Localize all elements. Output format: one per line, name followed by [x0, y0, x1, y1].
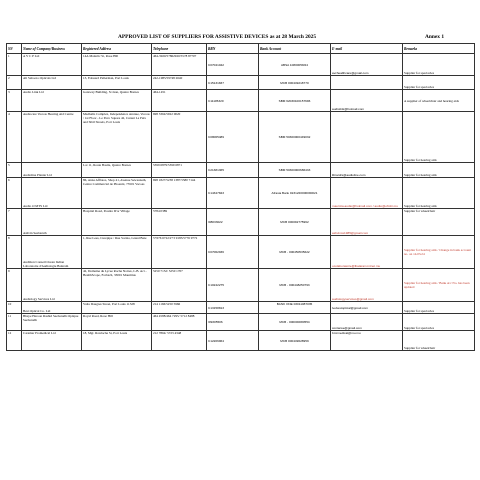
- cell-address: Royal Road, Rose Hill: [82, 314, 152, 331]
- cell-bank: ABSA 10800058/24: [259, 54, 331, 76]
- header-brn: BRN: [207, 44, 259, 54]
- table-row: [7, 236, 475, 269]
- table-row: [7, 54, 475, 76]
- cell-bank: MCB 000449218770: [259, 76, 331, 90]
- cell-email[interactable]: [331, 76, 403, 90]
- annex-label: Annex 1: [425, 34, 445, 40]
- cell-name: Ashvin Seebaruth: [22, 209, 82, 236]
- table-row: [7, 90, 475, 112]
- cell-bank: Afrasia Bank 0231220000090021: [259, 178, 331, 209]
- table-row: [7, 209, 475, 236]
- table-row: [7, 163, 475, 178]
- table-row: [7, 331, 475, 351]
- table-row: [7, 314, 475, 331]
- cell-remarks: Supplier for hearing aids / Change in bank account no. on 14.03.24: [403, 236, 475, 269]
- cell-name: A V C P Ltd: [22, 54, 82, 76]
- document-title: APPROVED LIST OF SUPPLIERS FOR ASSISTIVE DEVICES as at 28 March 2025: [118, 34, 317, 40]
- cell-address: Volta Daugres Street, Port Louis 11328: [82, 302, 152, 314]
- cell-name: Audition Conseil Ocean Indian Laboratoire d'Audiologie Balaram: [22, 236, 82, 269]
- cell-name: Ali Sabooto Opticals Ltd: [22, 76, 82, 90]
- cell-brn: C07041042: [207, 54, 259, 76]
- cell-address: Gateway Building, St Jean, Quatre Bornes: [82, 90, 152, 112]
- cell-remarks: Supplier for spectacles: [403, 54, 475, 76]
- cell-phone: 214 1166/5250 5966: [152, 302, 207, 314]
- cell-address: 1, Rue Lees, Curepipe / Rue Sorina, Grand Baie: [82, 236, 152, 269]
- cell-phone: 464-3920/57862920/5578 87707: [152, 54, 207, 76]
- cell-name: Bhaye Haroon Rashid Seebarudh Optique Seebarudh: [22, 314, 82, 331]
- cell-bank: MCB 000092775962: [259, 209, 331, 236]
- cell-sn: 2: [7, 76, 22, 90]
- header-bank-account: Bank Account: [259, 44, 331, 54]
- cell-remarks: Supplier for spectacles: [403, 302, 475, 314]
- cell-brn: C10242275: [207, 269, 259, 302]
- cell-sn: 8: [7, 236, 22, 269]
- cell-bank: MCB 000449628959: [259, 331, 331, 351]
- cell-name: Caramer Promedical Ltd: [22, 331, 82, 351]
- cell-brn: C11105320: [207, 90, 259, 112]
- cell-sn: 3: [7, 90, 22, 112]
- cell-phone: 464-1451: [152, 90, 207, 112]
- cell-brn: I08033022: [207, 209, 259, 236]
- cell-sn: 5: [7, 163, 22, 178]
- suppliers-table: [6, 43, 475, 351]
- cell-bank: SBM 50300000449032: [259, 112, 331, 163]
- cell-email[interactable]: contanse@gmail.com: [331, 314, 403, 331]
- header-telephone: Telephone: [152, 44, 207, 54]
- cell-phone: 5+676 6722/2+3 9183/5776 9772: [152, 236, 207, 269]
- cell-bank: BANK ONE 03011087035: [259, 302, 331, 314]
- cell-sn: 12: [7, 331, 22, 351]
- cell-email[interactable]: librardrs@audioline.com: [331, 163, 403, 178]
- cell-brn: C14347843: [207, 178, 259, 209]
- cell-brn: C13158813: [207, 302, 259, 314]
- cell-email[interactable]: audiologyservices@gmail.com: [331, 269, 403, 302]
- header-sn: SN: [7, 44, 22, 54]
- cell-bank: SBM 62030100157696: [259, 90, 331, 112]
- cell-phone: 464 4588/464 7295/ 5712 8488: [152, 314, 207, 331]
- table-row: [7, 302, 475, 314]
- cell-sn: 11: [7, 314, 22, 331]
- cell-name: Audiocare Vacoas Hearing Aid Centre: [22, 112, 82, 163]
- cell-name: Audio O MTS Ltd: [22, 178, 82, 209]
- cell-email[interactable]: ashvinss1985@gmail.com: [331, 209, 403, 236]
- cell-sn: 9: [7, 269, 22, 302]
- cell-remarks: Supplier for spectacles: [403, 314, 475, 331]
- cell-remarks: Supplier for spectacles: [403, 76, 475, 90]
- cell-remarks: Supplier for wheelchair: [403, 331, 475, 351]
- cell-remarks: Supplier for hearing aids: [403, 112, 475, 163]
- cell-sn: 6: [7, 178, 22, 209]
- table-row: [7, 112, 475, 163]
- cell-bank: MCB - 000450535622: [259, 236, 331, 269]
- cell-address: Hospital Road, Poudre D'or Village: [82, 209, 152, 236]
- table-row: [7, 269, 475, 302]
- cell-remarks: Supplier for hearing aids: [403, 178, 475, 209]
- cell-email[interactable]: mauricia.audio@hotmail.com / audio@ofmbi.mu: [331, 178, 403, 209]
- cell-address: Madhalis Complex, Independence Avenue, Vacoas / 1st Floor - Le Pavo Square 42, Curant La Paix and Sibil Streets, Port Louis: [82, 112, 152, 163]
- cell-bank: SBM 50300000686433: [259, 163, 331, 178]
- cell-email[interactable]: [331, 112, 403, 163]
- cell-bank: MCB - 000000080554: [259, 314, 331, 331]
- cell-address: 86, Anna Afflatos, Shop 41, Avenue Sewsunath, Centre Commercial de Phoenix, 73501 Vacoas: [82, 178, 152, 209]
- cell-phone: 698 1827/5238 1387/5580 7144: [152, 178, 207, 209]
- table-row: [7, 76, 475, 90]
- cell-remarks: A supplier of wheelchair and hearing aids: [403, 90, 475, 112]
- cell-sn: 7: [7, 209, 22, 236]
- cell-remarks: Supplier for hearing aids: [403, 163, 475, 178]
- cell-name: Audiology Services Ltd: [22, 269, 82, 302]
- cell-remarks: Supplier for wheelchair: [403, 209, 475, 236]
- cell-brn: C15131837: [207, 76, 259, 90]
- table-row: [7, 178, 475, 209]
- cell-address: 14A Malartic St, Rose Hill: [82, 54, 152, 76]
- cell-email[interactable]: avchealthcare@gmail.com: [331, 54, 403, 76]
- cell-email[interactable]: bmrmedical@mu.mu: [331, 331, 403, 351]
- cell-name: Audio Link Ltd: [22, 90, 82, 112]
- cell-phone: 242-1985/59748 2640: [152, 76, 207, 90]
- cell-address: Lot 11, Route Basile, Quatre Bornes: [82, 163, 152, 178]
- cell-brn: C12206964: [207, 331, 259, 351]
- cell-email[interactable]: ivebestoptical@gmail.com: [331, 302, 403, 314]
- header-address: Registered Address: [82, 44, 152, 54]
- cell-name: Audioline Plantar Ltd: [22, 163, 82, 178]
- cell-remarks: Supplier for hearing aids / Bank A/c No. has been updated: [403, 269, 475, 302]
- cell-sn: 4: [7, 112, 22, 163]
- cell-name: Best Optical Co. Ltd: [22, 302, 82, 314]
- cell-sn: 10: [7, 302, 22, 314]
- cell-brn: C08065489: [207, 112, 259, 163]
- cell-address: 18, Mgr. Rawlache St, Port Louis: [82, 331, 152, 351]
- cell-bank: MCB - 000448250793: [259, 269, 331, 302]
- cell-address: 13, Edouard Pellerman, Port Louis: [82, 76, 152, 90]
- cell-address: 42, Domaine du Lycee Roche Noires, L.B. Act - HealthScope, Forbach, 33001 Mauritius: [82, 269, 152, 302]
- header-email: E-mail: [331, 44, 403, 54]
- cell-brn: C21381365: [207, 163, 259, 178]
- cell-brn: C07062936: [207, 236, 259, 269]
- cell-phone: 5250 7152/ 5250 1707: [152, 269, 207, 302]
- cell-phone: 5399 6879/5399 6871: [152, 163, 207, 178]
- cell-phone: 698 3364/5922 0020: [152, 112, 207, 163]
- cell-brn: I09305506: [207, 314, 259, 331]
- table-header-row: [7, 44, 475, 54]
- cell-phone: 5784 0389: [152, 209, 207, 236]
- header-name: Name of Company/Business: [22, 44, 82, 54]
- cell-sn: 1: [7, 54, 22, 76]
- header-remarks: Remarks: [403, 44, 475, 54]
- cell-email[interactable]: audiolink@hotmail.com: [331, 90, 403, 112]
- cell-email[interactable]: ocolaboratoire@lbalaram.intnet.mu: [331, 236, 403, 269]
- cell-phone: 212 7864/ 5723 4348: [152, 331, 207, 351]
